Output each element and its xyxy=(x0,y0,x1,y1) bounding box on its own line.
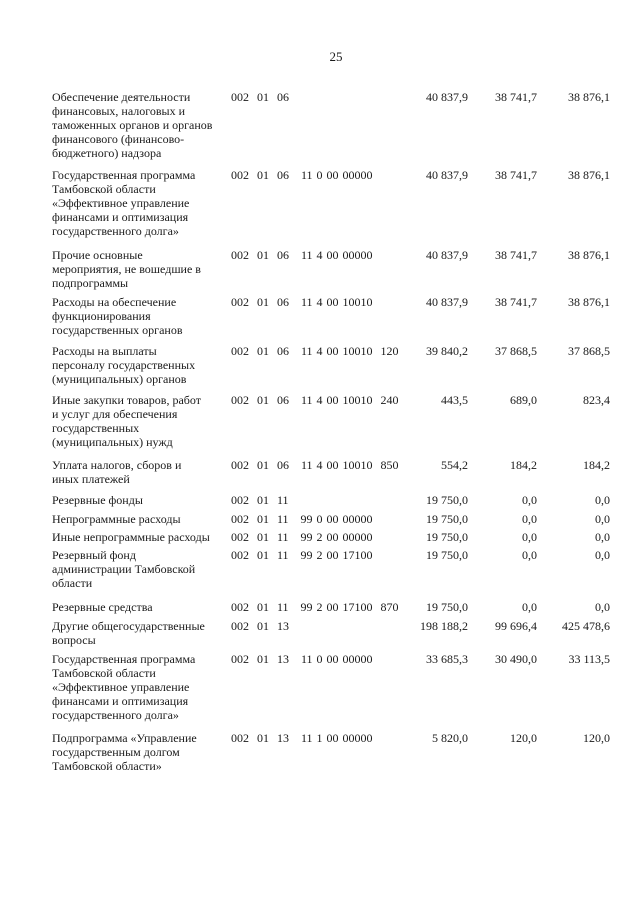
row-value-1: 40 837,9 xyxy=(426,248,468,262)
row-value-1: 198 188,2 xyxy=(420,619,468,633)
row-value-3: 425 478,6 xyxy=(562,619,610,633)
row-value-1: 40 837,9 xyxy=(426,168,468,182)
row-code: 002 01 06 11 4 00 10010 120 xyxy=(231,344,399,358)
row-value-2: 120,0 xyxy=(510,731,537,745)
row-value-3: 0,0 xyxy=(595,600,610,614)
page-number: 25 xyxy=(329,49,343,64)
row-name: Подпрограмма «Управление государственным долгом Тамбовской области» xyxy=(52,731,197,773)
row-code: 002 01 13 11 1 00 00000 xyxy=(231,731,373,745)
row-value-3: 0,0 xyxy=(595,530,610,544)
row-value-2: 0,0 xyxy=(522,600,537,614)
row-value-1: 19 750,0 xyxy=(426,548,468,562)
row-name: Резервный фонд администрации Тамбовской области xyxy=(52,548,196,590)
row-value-1: 33 685,3 xyxy=(426,652,468,666)
row-code: 002 01 06 11 4 00 00000 xyxy=(231,248,373,262)
row-value-2: 184,2 xyxy=(510,458,537,472)
row-name: Непрограммные расходы xyxy=(52,512,181,526)
row-value-1: 443,5 xyxy=(441,393,468,407)
row-code: 002 01 06 xyxy=(231,90,289,104)
row-value-3: 38 876,1 xyxy=(568,90,610,104)
row-code: 002 01 06 11 4 00 10010 xyxy=(231,295,373,309)
row-value-3: 33 113,5 xyxy=(568,652,610,666)
row-code: 002 01 11 99 0 00 00000 xyxy=(231,512,373,526)
row-value-1: 19 750,0 xyxy=(426,512,468,526)
row-name: Расходы на выплаты персоналу государственных (муниципальных) органов xyxy=(52,344,196,386)
row-value-1: 40 837,9 xyxy=(426,295,468,309)
row-value-2: 0,0 xyxy=(522,530,537,544)
row-value-2: 38 741,7 xyxy=(495,168,537,182)
row-value-2: 30 490,0 xyxy=(495,652,537,666)
row-code: 002 01 11 99 2 00 17100 870 xyxy=(231,600,399,614)
row-code: 002 01 11 xyxy=(231,493,289,507)
row-value-3: 0,0 xyxy=(595,512,610,526)
row-name: Иные непрограммные расходы xyxy=(52,530,210,544)
row-name: Государственная программа Тамбовской области «Эффективное управление финансами и оптимизация государственного долга» xyxy=(52,652,196,722)
row-value-2: 38 741,7 xyxy=(495,248,537,262)
row-code: 002 01 11 99 2 00 00000 xyxy=(231,530,373,544)
row-value-3: 120,0 xyxy=(583,731,610,745)
row-name: Расходы на обеспечение функционирования государственных органов xyxy=(52,295,183,337)
row-code: 002 01 06 11 4 00 10010 850 xyxy=(231,458,399,472)
row-value-3: 38 876,1 xyxy=(568,248,610,262)
row-name: Прочие основные мероприятия, не вошедшие в подпрограммы xyxy=(52,248,201,290)
row-value-2: 0,0 xyxy=(522,512,537,526)
row-value-3: 184,2 xyxy=(583,458,610,472)
row-value-1: 554,2 xyxy=(441,458,468,472)
row-value-2: 689,0 xyxy=(510,393,537,407)
row-name: Резервные средства xyxy=(52,600,153,614)
row-value-1: 39 840,2 xyxy=(426,344,468,358)
row-value-3: 823,4 xyxy=(583,393,610,407)
row-value-2: 37 868,5 xyxy=(495,344,537,358)
row-code: 002 01 13 11 0 00 00000 xyxy=(231,652,373,666)
row-value-2: 0,0 xyxy=(522,548,537,562)
row-code: 002 01 13 xyxy=(231,619,289,633)
row-value-2: 38 741,7 xyxy=(495,295,537,309)
row-value-2: 0,0 xyxy=(522,493,537,507)
row-name: Уплата налогов, сборов и иных платежей xyxy=(52,458,182,486)
row-name: Другие общегосударственные вопросы xyxy=(52,619,205,647)
row-code: 002 01 06 11 4 00 10010 240 xyxy=(231,393,399,407)
row-value-3: 0,0 xyxy=(595,493,610,507)
row-value-3: 0,0 xyxy=(595,548,610,562)
row-name: Иные закупки товаров, работ и услуг для обеспечения государственных (муниципальных) нужд xyxy=(52,393,201,449)
row-value-1: 5 820,0 xyxy=(432,731,468,745)
row-value-3: 38 876,1 xyxy=(568,168,610,182)
row-value-2: 38 741,7 xyxy=(495,90,537,104)
row-value-2: 99 696,4 xyxy=(495,619,537,633)
row-code: 002 01 11 99 2 00 17100 xyxy=(231,548,373,562)
row-value-1: 19 750,0 xyxy=(426,493,468,507)
row-value-1: 19 750,0 xyxy=(426,600,468,614)
row-value-1: 40 837,9 xyxy=(426,90,468,104)
row-name: Обеспечение деятельности финансовых, налоговых и таможенных органов и органов финансового (финансово- бюджетного) надзора xyxy=(52,90,213,160)
row-value-3: 37 868,5 xyxy=(568,344,610,358)
row-code: 002 01 06 11 0 00 00000 xyxy=(231,168,373,182)
row-value-3: 38 876,1 xyxy=(568,295,610,309)
row-value-1: 19 750,0 xyxy=(426,530,468,544)
row-name: Государственная программа Тамбовской области «Эффективное управление финансами и оптимизация государственного долга» xyxy=(52,168,196,238)
row-name: Резервные фонды xyxy=(52,493,143,507)
